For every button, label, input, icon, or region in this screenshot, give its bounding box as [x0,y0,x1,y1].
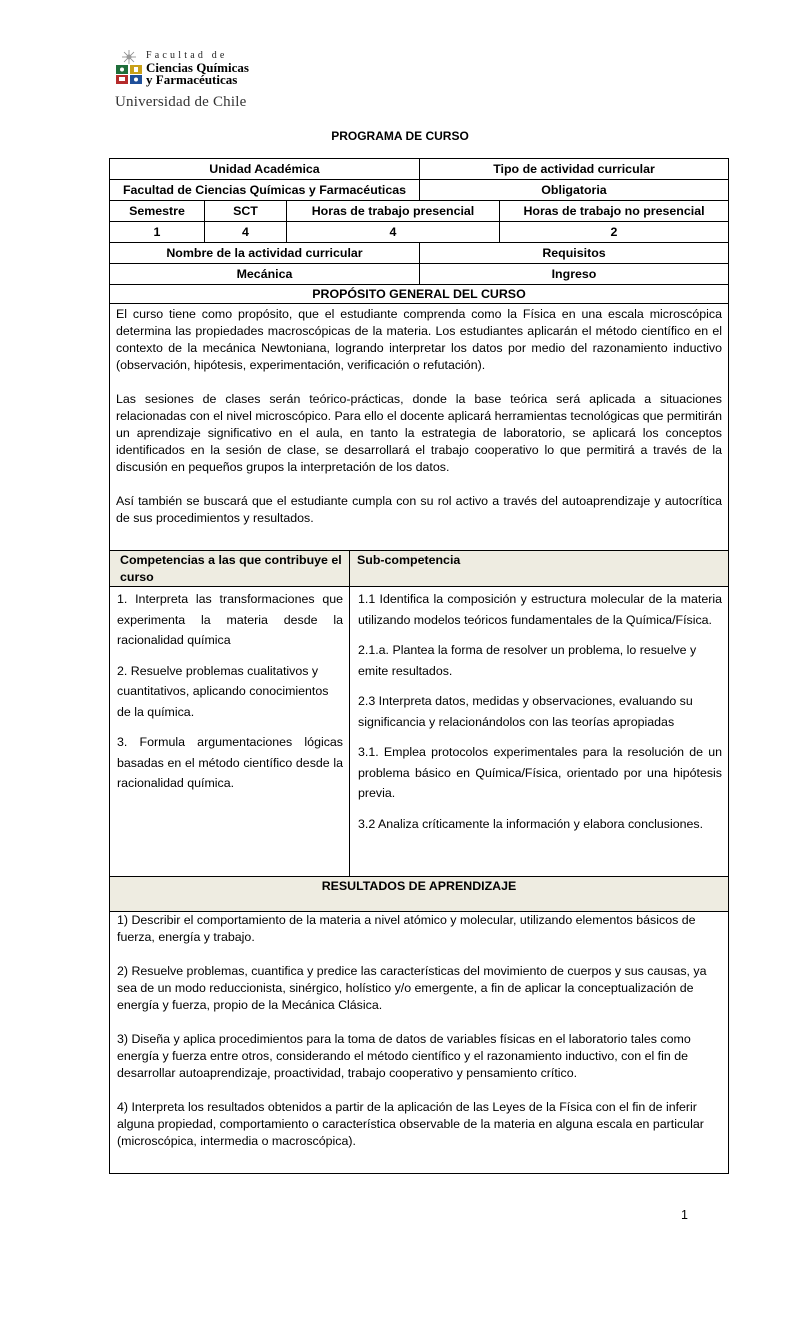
resultados-body [109,911,729,1174]
competencias-list [109,586,350,877]
horas-no-presencial-value: 2 [499,221,729,243]
competencia-3: 3. Formula argumentaciones lógicas basadas en el método científico desde la racionalidad química. [117,735,343,790]
unidad-value: Facultad de Ciencias Químicas y Farmacéuticas [109,179,420,201]
logo-text [146,50,249,86]
resultado-3: 3) Diseña y aplica procedimientos para la toma de datos de variables físicas en el laboratorio tales como energía y fuerza entre otros, considerando el método científico y el razonamiento inductivo, con el fin de desarrollar autoaprendizaje, proactividad, trabajo cooperativo y pensamiento crítico. [117,1032,691,1080]
requisitos-label: Requisitos [419,242,729,264]
logo-line3: y Farmacéuticas [146,72,238,87]
semestre-value: 1 [109,221,205,243]
horas-presencial-value: 4 [286,221,500,243]
requisitos-value: Ingreso [419,263,729,285]
resultado-2: 2) Resuelve problemas, cuantifica y predice las características del movimiento de cuerpos y sus causas, ya sea de un modo reduccionista, sinérgico, holístico y/o emergente, a fin de aplicar la conceptualización de energía y fuerza, propio de la Mecánica Clásica. [117,964,707,1012]
logo-line2: Ciencias Químicas [146,60,249,75]
nombre-value: Mecánica [109,263,420,285]
tipo-label: Tipo de actividad curricular [419,158,729,180]
nombre-label: Nombre de la actividad curricular [109,242,420,264]
tipo-value: Obligatoria [419,179,729,201]
subcompetencia-2: 2.1.a. Plantea la forma de resolver un problema, lo resuelve y emite resultados. [358,643,697,678]
semestre-label: Semestre [109,200,205,222]
unidad-label: Unidad Académica [109,158,420,180]
faculty-emblem-icon [113,48,145,94]
resultado-1: 1) Describir el comportamiento de la materia a nivel atómico y molecular, utilizando elementos básicos de fuerza, energía y trabajo. [117,913,696,944]
logo-line1: Facultad de [146,50,228,61]
proposito-heading: PROPÓSITO GENERAL DEL CURSO [109,284,729,304]
proposito-body [109,303,729,551]
document-title: PROGRAMA DE CURSO [331,129,469,143]
horas-presencial-label: Horas de trabajo presencial [286,200,500,222]
subcompetencias-list [349,586,729,877]
subcompetencia-3: 2.3 Interpreta datos, medidas y observaciones, evaluando su significancia y relacionándolos con las teorías apropiadas [358,694,693,729]
university-logo [113,44,263,114]
subcompetencia-5: 3.2 Analiza críticamente la información y elabora conclusiones. [358,816,704,831]
competencias-heading: Competencias a las que contribuye el curso [109,550,350,587]
proposito-paragraph-3: Así también se buscará que el estudiante cumpla con su rol activo a través del autoaprendizaje y autocrítica de sus procedimientos y resultados. [116,494,722,525]
sct-value: 4 [204,221,287,243]
proposito-paragraph-2: Las sesiones de clases serán teórico-prácticas, donde la base teórica será aplicada a situaciones relacionadas con el nivel microscópico. Para ello el docente aplicará herramientas tecnológicas que permitirán un aprendizaje significativo en el aula, en tanto la estrategia de laboratorio, se aplicará los conceptos identificados en la sesión de clase, se desarrollará el trabajo cooperativo lo que permitirá a través de la discusión en pequeños grupos la interpretación de los datos. [116,392,722,474]
resultado-4: 4) Interpreta los resultados obtenidos a partir de la aplicación de las Leyes de la Física con el fin de inferir alguna propiedad, comportamiento o característica observable de la materia en alguna escala en particular (microscópica, intermedia o macroscópica). [117,1100,704,1148]
proposito-paragraph-1: El curso tiene como propósito, que el estudiante comprenda como la Física en una escala microscópica determina las propiedades macroscópicas de la materia. Los estudiantes aplicarán el método científico en el contexto de la mecánica Newtoniana, logrando interpretar los datos por medio del razonamiento inductivo (observación, hipótesis, experimentación, verificación o refutación). [116,307,722,372]
subcompetencia-1: 1.1 Identifica la composición y estructura molecular de la materia utilizando modelos teóricos fundamentales de la Química/Física. [358,592,722,627]
subcompetencia-4: 3.1. Emplea protocolos experimentales para la resolución de un problema básico en Química/Física, orientado por una hipótesis previa. [358,745,722,800]
sct-label: SCT [204,200,287,222]
competencia-1: 1. Interpreta las transformaciones que experimenta la materia desde la racionalidad química [117,592,343,647]
subcompetencia-heading: Sub-competencia [349,550,729,587]
page-number: 1 [681,1208,688,1222]
competencia-2: 2. Resuelve problemas cualitativos y cuantitativos, aplicando conocimientos de la química. [117,663,329,719]
horas-no-presencial-label: Horas de trabajo no presencial [499,200,729,222]
logo-university: Universidad de Chile [115,94,247,110]
resultados-heading: RESULTADOS DE APRENDIZAJE [109,876,729,912]
